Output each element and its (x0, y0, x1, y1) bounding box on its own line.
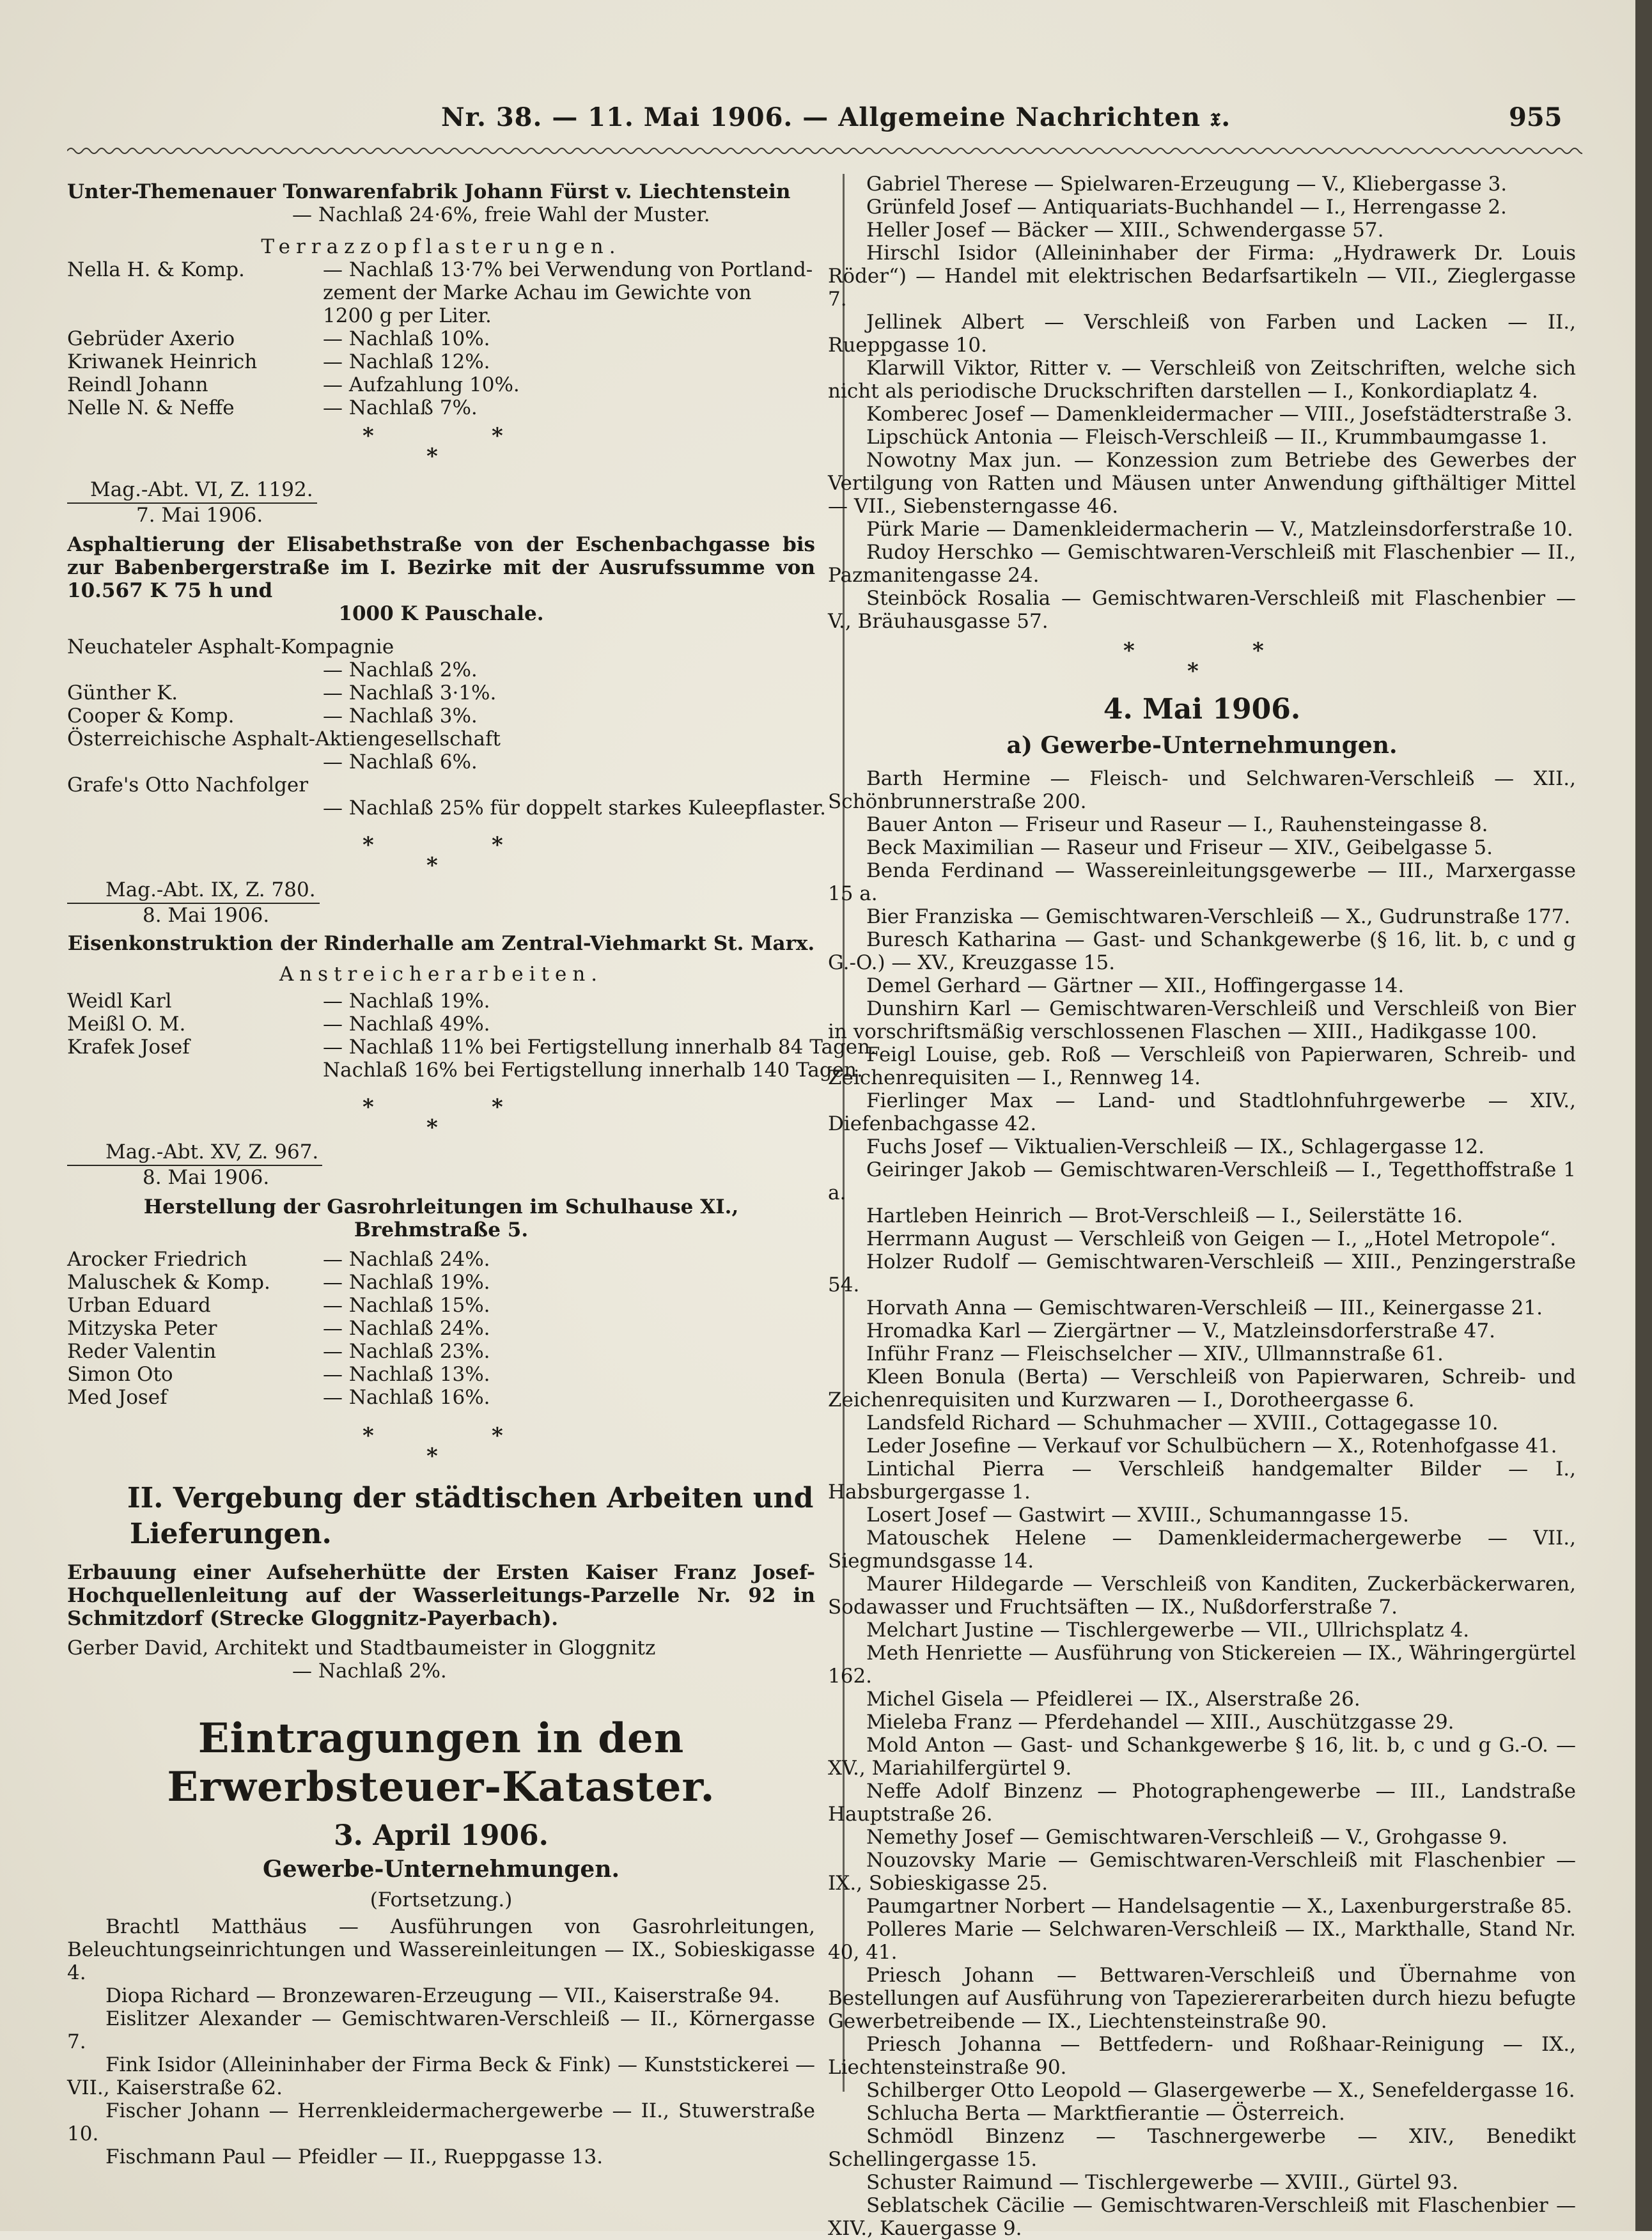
register-entry: Holzer Rudolf — Gemischtwaren-Verschleiß — XIII., Penzingerstraße 54. (828, 1250, 1576, 1296)
list-item (67, 396, 815, 419)
register-entry: Pürk Marie — Damenkleidermacherin — V., Matzleinsdorferstraße 10. (866, 518, 1573, 541)
right-top-entries (828, 173, 1576, 633)
entry-text: zement der Marke Achau im Gewichte von (323, 281, 752, 304)
register-entry: Nouzovsky Marie — Gemischtwaren-Verschleiß mit Flaschenbier — IX., Sobieskigasse 25. (828, 1849, 1576, 1895)
entry-text: — Nachlaß 24%. (323, 1248, 490, 1271)
entry-text: — Nachlaß 13%. (323, 1363, 490, 1386)
entry-text: — Aufzahlung 10%. (323, 373, 520, 396)
entry-name: Reder Valentin (67, 1340, 217, 1363)
page-number: 955 (1509, 102, 1562, 132)
separator-stars: * * * (362, 423, 503, 469)
register-entry: Priesch Johann — Bettwaren-Verschleiß und Übernahme von Bestellungen auf Ausführung von Tapeziererarbeiten durch hiezu befugte Gewerbetreibende — IX., Liechtensteinstraße 90. (828, 1964, 1576, 2033)
register-entry: Fischer Johann — Herrenkleidermachergewerbe — II., Stuwerstraße 10. (67, 2099, 815, 2145)
register-entry: Polleres Marie — Selchwaren-Verschleiß — IX., Markthalle, Stand Nr. 40, 41. (828, 1918, 1576, 1964)
list-item (67, 681, 815, 704)
separator-stars: * * * (362, 832, 503, 878)
entry-name: Grafe's Otto Nachfolger (67, 774, 309, 797)
right-column (828, 173, 1576, 2240)
running-header: Nr. 38. — 11. Mai 1906. — Allgemeine Nachrichten 𝔵. (441, 102, 1231, 132)
list-item (67, 658, 815, 681)
entry-text: — Nachlaß 25% für doppelt starkes Kuleepflaster. (323, 797, 826, 820)
anstreich-title: Anstreicherarbeiten. (279, 963, 604, 986)
entry-name: Nella H. & Komp. (67, 258, 245, 281)
entry-name: Reindl Johann (67, 373, 208, 396)
list-item (67, 751, 815, 774)
eisen-title: Eisenkonstruktion der Rinderhalle am Zentral-Viehmarkt St. Marx. (67, 932, 815, 955)
entry-name: Kriwanek Heinrich (67, 350, 258, 373)
kataster-title: Eintragungen in den Erwerbsteuer-Kataster. (167, 1715, 715, 1811)
gerber-line-1: Gerber David, Architekt und Stadtbaumeister in Gloggnitz (67, 1637, 656, 1660)
register-entry: Herrmann August — Verschleiß von Geigen — I., „Hotel Metropole“. (866, 1227, 1557, 1250)
entry-name: Gebrüder Axerio (67, 327, 235, 350)
register-entry: Losert Josef — Gastwirt — XVIII., Schumanngasse 15. (866, 1504, 1409, 1527)
list-item (67, 774, 815, 797)
date-3: 8. Mai 1906. (143, 1166, 270, 1189)
entry-text: — Nachlaß 2%. (323, 658, 478, 681)
register-entry: Geiringer Jakob — Gemischtwaren-Verschleiß — I., Tegetthoffstraße 1 a. (828, 1158, 1576, 1204)
register-entry: Bauer Anton — Friseur und Raseur — I., Rauhensteingasse 8. (866, 813, 1488, 836)
list-item (67, 1059, 863, 1082)
list-item (67, 635, 815, 658)
register-entry: Hartleben Heinrich — Brot-Verschleiß — I., Seilerstätte 16. (866, 1204, 1463, 1227)
entry-name: Nelle N. & Neffe (67, 396, 235, 419)
separator-stars: * * * (362, 1423, 503, 1469)
entry-name: Maluschek & Komp. (67, 1271, 270, 1294)
mag-abt-3: Mag.-Abt. XV, Z. 967. (67, 1140, 815, 1166)
register-entry: Fink Isidor (Alleininhaber der Firma Beck & Fink) — Kunststickerei — VII., Kaiserstraße 62. (67, 2053, 815, 2099)
entry-name: Krafek Josef (67, 1036, 190, 1059)
entry-name: Urban Eduard (67, 1294, 211, 1317)
register-entry: Schuster Raimund — Tischlergewerbe — XVIII., Gürtel 93. (866, 2171, 1459, 2194)
list-item (67, 990, 815, 1013)
gas-title: Herstellung der Gasrohrleitungen im Schulhause XI., Brehmstraße 5. (143, 1195, 739, 1241)
mag-abt-1: Mag.-Abt. VI, Z. 1192. (67, 478, 815, 504)
entry-name (67, 304, 323, 327)
entry-text: — Nachlaß 24%. (323, 1317, 490, 1340)
register-entry: Hirschl Isidor (Alleininhaber der Firma: „Hydrawerk Dr. Louis Röder“) — Handel mit elektrischen Bedarfsartikeln — VII., Zieglergasse 7. (828, 242, 1576, 311)
register-entry: Priesch Johanna — Bettfedern- und Roßhaar-Reinigung — IX., Liechtensteinstraße 90. (828, 2033, 1576, 2079)
entry-text: — Nachlaß 15%. (323, 1294, 490, 1317)
register-entry: Fuchs Josef — Viktualien-Verschleiß — IX., Schlagergasse 12. (866, 1135, 1484, 1158)
entry-text: — Nachlaß 19%. (323, 1271, 490, 1294)
entry-name: Weidl Karl (67, 990, 172, 1013)
may-gewerbe-title: a) Gewerbe-Unternehmungen. (1006, 732, 1398, 759)
register-entry: Brachtl Matthäus — Ausführungen von Gasrohrleitungen, Beleuchtungseinrichtungen und Wassereinleitungen — IX., Sobieskigasse 4. (67, 1915, 815, 1984)
separator-stars: * * * (362, 1094, 503, 1140)
separator-stars: * * * (1123, 638, 1264, 684)
entry-name (67, 658, 323, 681)
entry-name: Meißl O. M. (67, 1013, 186, 1036)
left-column (67, 180, 877, 2168)
entry-text: — Nachlaß 6%. (323, 751, 478, 774)
asphalt-list (67, 635, 826, 820)
may-entries (828, 767, 1576, 2240)
april-title: 3. April 1906. (334, 1819, 549, 1852)
register-entry: Barth Hermine — Fleisch- und Selchwaren-Verschleiß — XII., Schönbrunnerstraße 200. (828, 767, 1576, 813)
april-gewerbe-title: Gewerbe-Unternehmungen. (262, 1856, 620, 1883)
intro-line-1: Unter-Themenauer Tonwarenfabrik Johann Fürst v. Liechtenstein (67, 180, 791, 203)
terrazzo-list (67, 258, 815, 419)
register-entry: Gabriel Therese — Spielwaren-Erzeugung — V., Kliebergasse 3. (866, 173, 1508, 196)
register-entry: Fischmann Paul — Pfeidler — II., Rueppgasse 13. (105, 2145, 604, 2168)
list-item (67, 1248, 815, 1271)
terrazzo-title: Terrazzopflasterungen. (261, 235, 621, 258)
register-entry: Eislitzer Alexander — Gemischtwaren-Verschleiß — II., Körnergasse 7. (67, 2007, 815, 2053)
page-edge (1635, 0, 1652, 2231)
register-entry: Klarwill Viktor, Ritter v. — Verschleiß von Zeitschriften, welche sich nicht als periodische Druckschriften darstellen — I., Konkordiaplatz 4. (828, 357, 1576, 403)
register-entry: Nowotny Max jun. — Konzession zum Betriebe des Gewerbes der Vertilgung von Ratten und Mäusen unter Anwendung gifthältiger Mittel — VII., Siebensterngasse 46. (828, 449, 1576, 518)
register-entry: Schmödl Binzenz — Taschnergewerbe — XIV., Benedikt Schellingergasse 15. (828, 2125, 1576, 2171)
entry-name: Arocker Friedrich (67, 1248, 247, 1271)
list-item (67, 1340, 815, 1363)
asphalt-title: Asphaltierung der Elisabethstraße von der Eschenbachgasse bis zur Babenbergerstraße im I. Bezirke mit der Ausrufssumme von 10.567 K 75 h und (67, 533, 815, 602)
register-entry: Dunshirn Karl — Gemischtwaren-Verschleiß und Verschleiß von Bier in vorschriftsmäßig verschlossenen Flaschen — XIII., Hadikgasse 100. (828, 997, 1576, 1043)
entry-name: Österreichische Asphalt-Aktiengesellschaft (67, 727, 501, 751)
intro-line-2: — Nachlaß 24·6%, freie Wahl der Muster. (292, 203, 710, 226)
entry-name: Med Josef (67, 1386, 168, 1409)
entry-name (67, 751, 323, 774)
list-item (67, 1386, 815, 1409)
entry-text: — Nachlaß 13·7% bei Verwendung von Portland- (323, 258, 813, 281)
april-entries (67, 1915, 815, 2168)
entry-text: — Nachlaß 12%. (323, 350, 490, 373)
register-entry: Matouschek Helene — Damenkleidermachergewerbe — VII., Siegmundsgasse 14. (828, 1527, 1576, 1573)
register-entry: Lintichal Pierra — Verschleiß handgemalter Bilder — I., Habsburgergasse 1. (828, 1458, 1576, 1504)
entry-text: — Nachlaß 16%. (323, 1386, 490, 1409)
register-entry: Bier Franziska — Gemischtwaren-Verschleiß — X., Gudrunstraße 177. (866, 905, 1571, 928)
aufseher-title: Erbauung einer Aufseherhütte der Ersten Kaiser Franz Josef-Hochquellenleitung auf der Wasserleitungs-Parzelle Nr. 92 in Schmitzdorf (Strecke Gloggnitz-Payerbach). (67, 1561, 815, 1630)
date-2: 8. Mai 1906. (143, 904, 270, 927)
list-item (67, 1317, 815, 1340)
register-entry: Feigl Louise, geb. Roß — Verschleiß von Papierwaren, Schreib- und Zeichenrequisiten — I., Rennweg 14. (828, 1043, 1576, 1089)
entry-text: Nachlaß 16% bei Fertigstellung innerhalb 140 Tagen. (323, 1059, 863, 1082)
register-entry: Schilberger Otto Leopold — Glasergewerbe — X., Senefeldergasse 16. (866, 2079, 1575, 2102)
mag-abt-2: Mag.-Abt. IX, Z. 780. (67, 878, 815, 904)
entry-name: Simon Oto (67, 1363, 173, 1386)
register-entry: Horvath Anna — Gemischtwaren-Verschleiß — III., Keinergasse 21. (866, 1296, 1543, 1319)
list-item (67, 1294, 815, 1317)
register-entry: Leder Josefine — Verkauf vor Schulbüchern — X., Rotenhofgasse 41. (866, 1435, 1557, 1458)
entry-name (67, 1059, 323, 1082)
entry-text: — Nachlaß 10%. (323, 327, 490, 350)
register-entry: Rudoy Herschko — Gemischtwaren-Verschleiß mit Flaschenbier — II., Pazmanitengasse 24. (828, 541, 1576, 587)
register-entry: Mold Anton — Gast- und Schankgewerbe § 16, lit. b, c und g G.-O. — XV., Mariahilfergürtel 9. (828, 1734, 1576, 1780)
register-entry: Demel Gerhard — Gärtner — XII., Hoffingergasse 14. (866, 974, 1405, 997)
list-item (67, 327, 815, 350)
entry-text: — Nachlaß 23%. (323, 1340, 490, 1363)
register-entry: Steinböck Rosalia — Gemischtwaren-Verschleiß mit Flaschenbier — V., Bräuhausgasse 57. (828, 587, 1576, 633)
entry-text: — Nachlaß 11% bei Fertigstellung innerhalb 84 Tagen. (323, 1036, 877, 1059)
anstreich-list (67, 990, 877, 1082)
register-entry: Melchart Justine — Tischlergewerbe — VII., Ullrichsplatz 4. (866, 1619, 1470, 1642)
list-item (67, 258, 815, 281)
register-entry: Kleen Bonula (Berta) — Verschleiß von Papierwaren, Schreib- und Zeichenrequisiten und Kurzwaren — I., Dorotheergasse 6. (828, 1365, 1576, 1412)
register-entry: Michel Gisela — Pfeidlerei — IX., Alserstraße 26. (866, 1688, 1360, 1711)
register-entry: Schlucha Berta — Marktfierantie — Österreich. (866, 2102, 1345, 2125)
list-item (67, 1013, 815, 1036)
gerber-line-2: — Nachlaß 2%. (292, 1660, 447, 1683)
list-item (67, 727, 815, 751)
gas-list (67, 1248, 815, 1409)
section-2-title: II. Vergebung der städtischen Arbeiten und Lieferungen. (127, 1482, 814, 1550)
register-entry: Buresch Katharina — Gast- und Schankgewerbe (§ 16, lit. b, c und g G.-O.) — XV., Kreuzgasse 15. (828, 928, 1576, 974)
date-1: 7. Mai 1906. (136, 504, 263, 527)
entry-name (67, 797, 323, 820)
list-item (67, 350, 815, 373)
register-entry: Komberec Josef — Damenkleidermacher — VIII., Josefstädterstraße 3. (866, 403, 1573, 426)
register-entry: Lipschück Antonia — Fleisch-Verschleiß — II., Krummbaumgasse 1. (866, 426, 1548, 449)
asphalt-title-2: 1000 K Pauschale. (338, 602, 544, 625)
entry-text: — Nachlaß 3%. (323, 704, 478, 727)
register-entry: Hromadka Karl — Ziergärtner — V., Matzleinsdorferstraße 47. (866, 1319, 1495, 1342)
register-entry: Seblatschek Cäcilie — Gemischtwaren-Verschleiß mit Flaschenbier — XIV., Kauergasse 9. (828, 2194, 1576, 2240)
entry-name (67, 281, 323, 304)
entry-name: Günther K. (67, 681, 178, 704)
register-entry: Grünfeld Josef — Antiquariats-Buchhandel — I., Herrengasse 2. (866, 196, 1507, 219)
register-entry: Paumgartner Norbert — Handelsagentie — X., Laxenburgerstraße 85. (866, 1895, 1573, 1918)
header-rule (67, 146, 1582, 156)
list-item (67, 281, 815, 304)
register-entry: Jellinek Albert — Verschleiß von Farben und Lacken — II., Rueppgasse 10. (828, 311, 1576, 357)
list-item (67, 1036, 877, 1059)
entry-name: Neuchateler Asphalt-Kompagnie (67, 635, 394, 658)
entry-name: Mitzyska Peter (67, 1317, 217, 1340)
register-entry: Meth Henriette — Ausführung von Stickereien — IX., Währingergürtel 162. (828, 1642, 1576, 1688)
entry-text: — Nachlaß 7%. (323, 396, 478, 419)
register-entry: Diopa Richard — Bronzewaren-Erzeugung — VII., Kaiserstraße 94. (105, 1984, 780, 2007)
register-entry: Fierlinger Max — Land- und Stadtlohnfuhrgewerbe — XIV., Diefenbachgasse 42. (828, 1089, 1576, 1135)
entry-text: 1200 g per Liter. (323, 304, 492, 327)
register-entry: Heller Josef — Bäcker — XIII., Schwendergasse 57. (866, 219, 1384, 242)
list-item (67, 1363, 815, 1386)
register-entry: Nemethy Josef — Gemischtwaren-Verschleiß — V., Grohgasse 9. (866, 1826, 1508, 1849)
may-title: 4. Mai 1906. (1103, 693, 1301, 726)
list-item (67, 373, 815, 396)
list-item (67, 797, 826, 820)
register-entry: Neffe Adolf Binzenz — Photographengewerbe — III., Landstraße Hauptstraße 26. (828, 1780, 1576, 1826)
list-item (67, 704, 815, 727)
register-entry: Benda Ferdinand — Wassereinleitungsgewerbe — III., Marxergasse 15 a. (828, 859, 1576, 905)
entry-text: — Nachlaß 3·1%. (323, 681, 497, 704)
entry-text: — Nachlaß 19%. (323, 990, 490, 1013)
entry-name: Cooper & Komp. (67, 704, 235, 727)
register-entry: Mieleba Franz — Pferdehandel — XIII., Auschützgasse 29. (866, 1711, 1454, 1734)
fortsetzung: (Fortsetzung.) (370, 1888, 513, 1911)
entry-text: — Nachlaß 49%. (323, 1013, 490, 1036)
list-item (67, 1271, 815, 1294)
register-entry: Maurer Hildegarde — Verschleiß von Kanditen, Zuckerbäckerwaren, Sodawasser und Fruchtsäften — IX., Nußdorferstraße 7. (828, 1573, 1576, 1619)
register-entry: Beck Maximilian — Raseur und Friseur — XIV., Geibelgasse 5. (866, 836, 1493, 859)
register-entry: Inführ Franz — Fleischselcher — XIV., Ullmannstraße 61. (866, 1342, 1444, 1365)
list-item (67, 304, 815, 327)
register-entry: Landsfeld Richard — Schuhmacher — XVIII., Cottagegasse 10. (866, 1412, 1499, 1435)
